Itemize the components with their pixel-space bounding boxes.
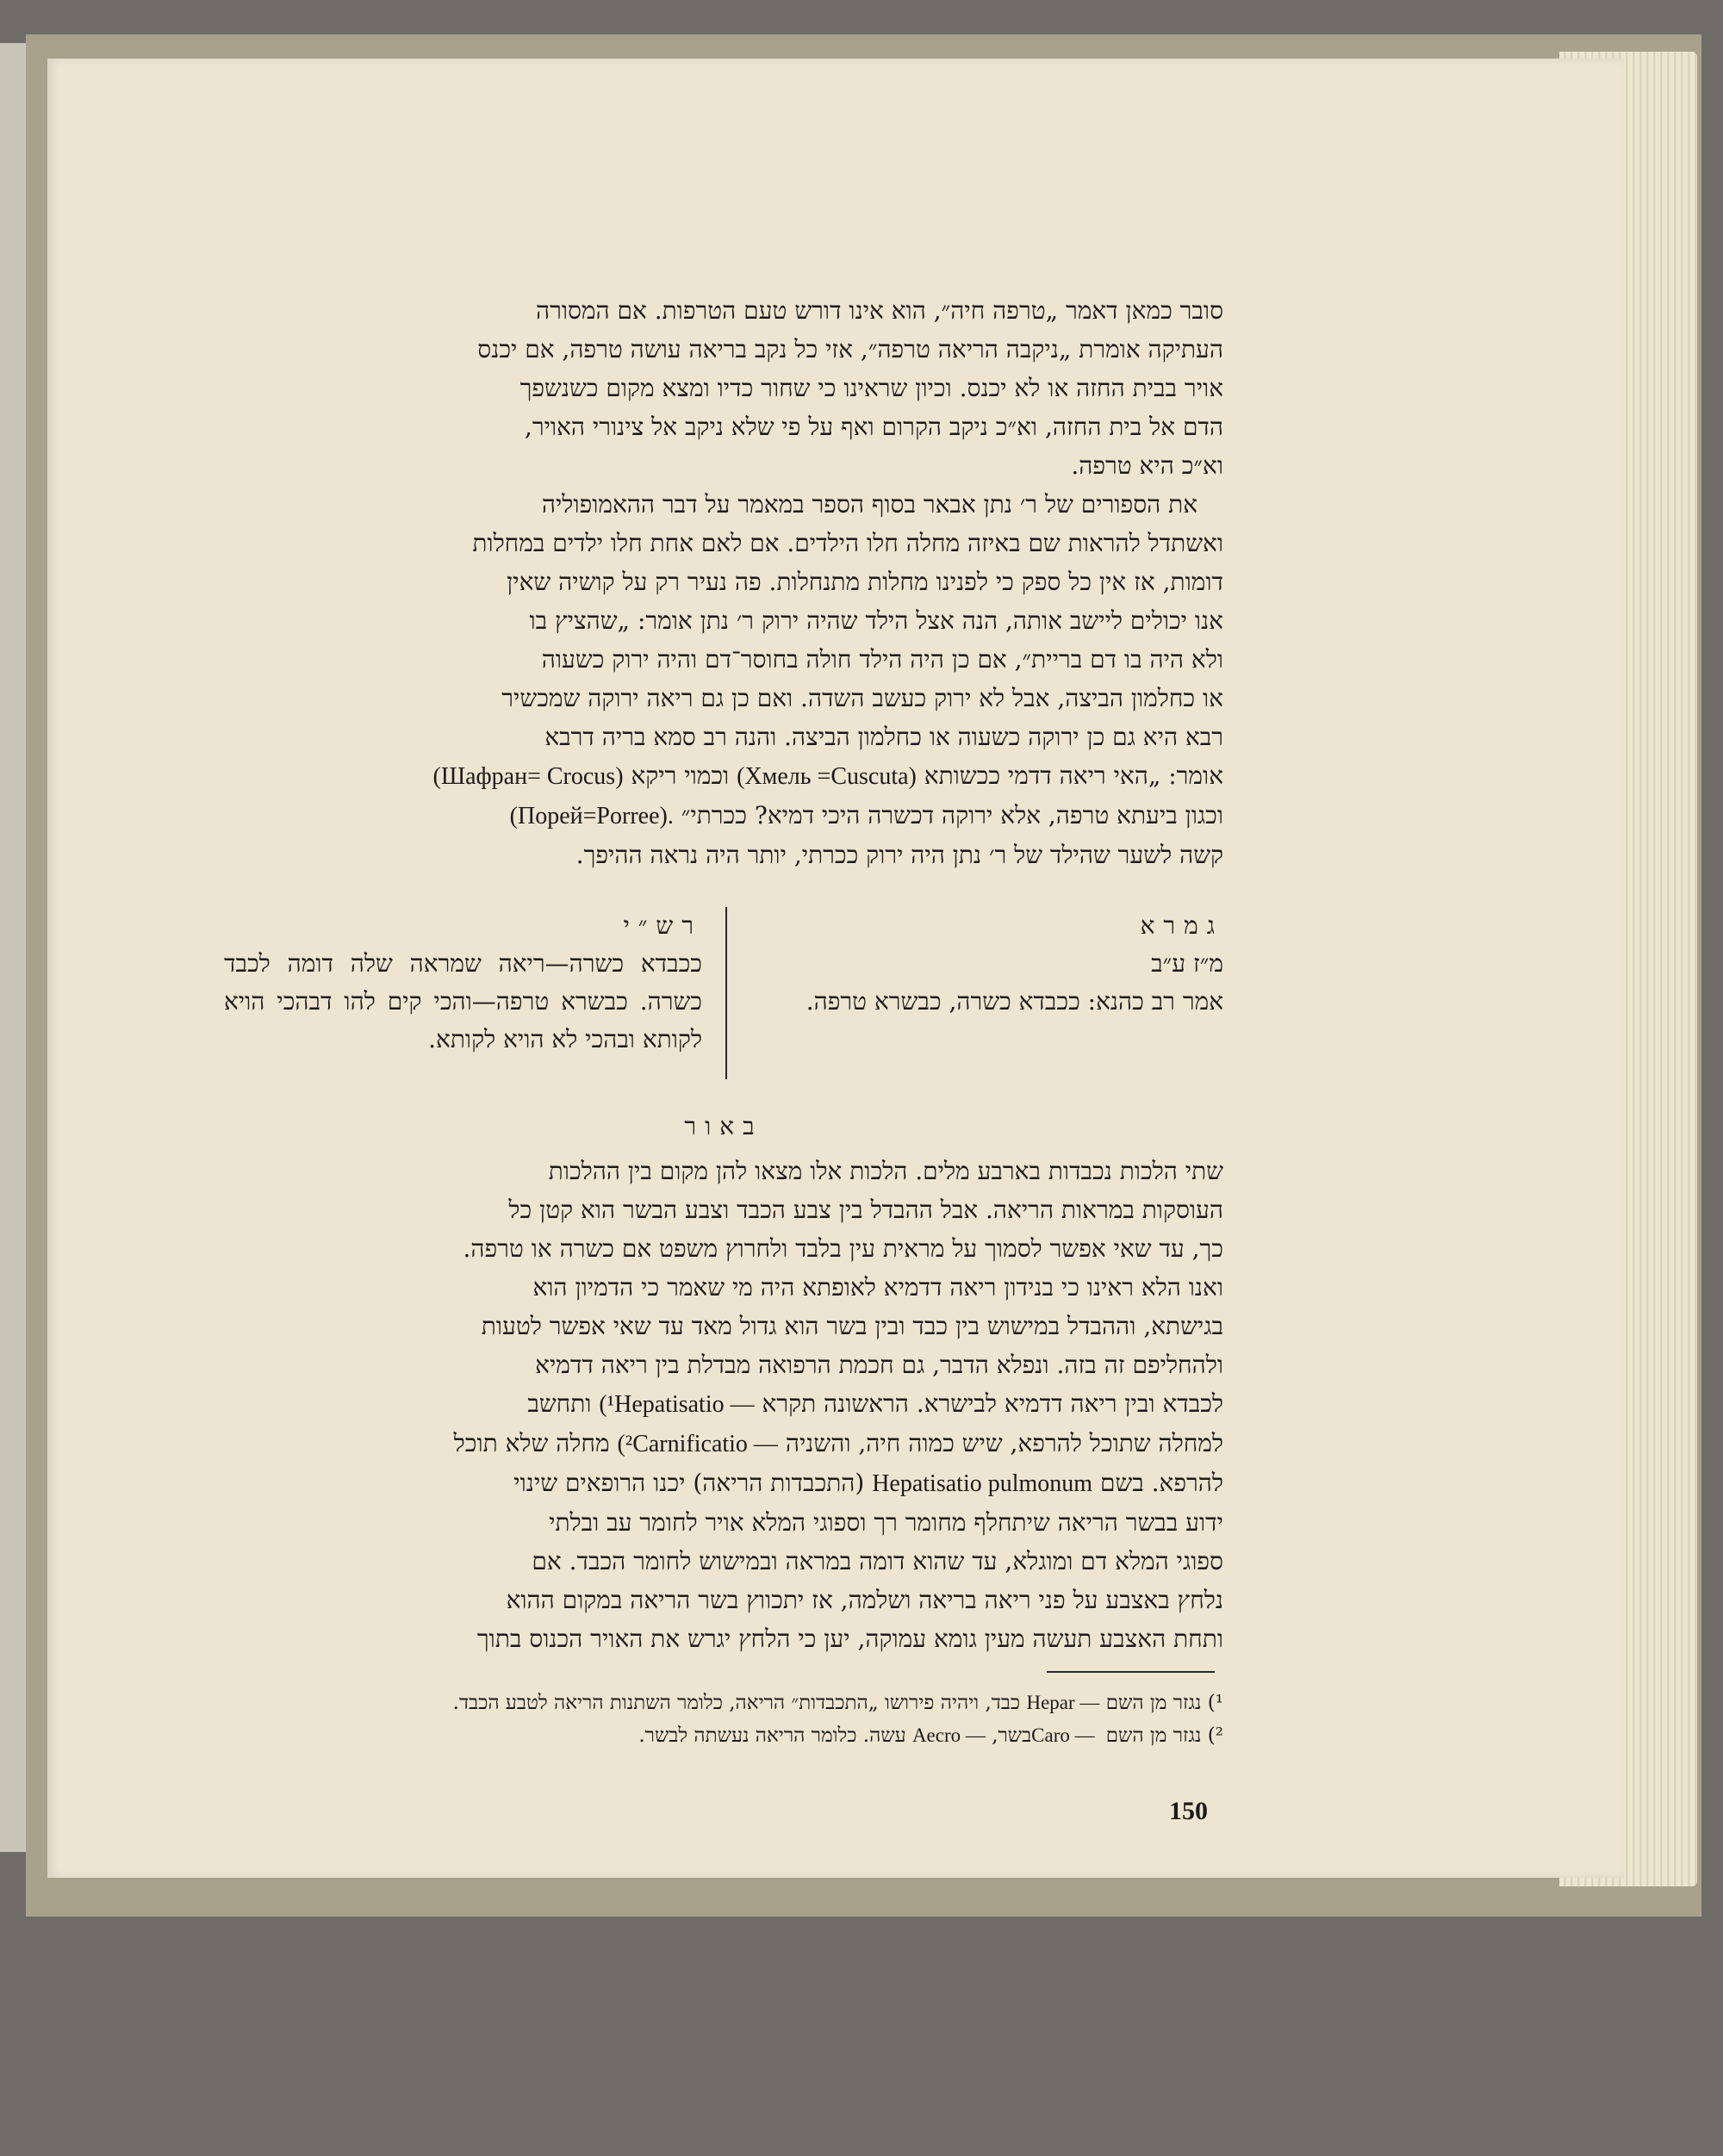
- latin-term: Caro —: [1031, 1724, 1100, 1746]
- text-line: רבא היא גם כן ירוקה כשעוה או כחלמון הביצה. והנה רב סמא בריה דרבא: [544, 723, 1223, 751]
- gemara-title: גמרא: [1140, 911, 1223, 940]
- text-span: להרפא. בשם: [1099, 1469, 1223, 1497]
- text-line: סובר כמאן דאמר „טרפה חיה״, הוא אינו דורש טעם הטרפות. אם המסורה: [535, 296, 1223, 325]
- latin-term: (¹Hepatisatio —: [599, 1391, 755, 1418]
- gemara-column: [745, 907, 1223, 1021]
- page-content: [224, 291, 1223, 1658]
- text-span: (התכבדות הריאה) יכנו הרופאים שינוי: [513, 1469, 865, 1497]
- text-line: [224, 756, 1223, 796]
- text-span: ¹) נגזר מן השם: [1105, 1692, 1223, 1714]
- gemara-text: אמר רב כהנא: ככבדא כשרה, כבשרא טרפה.: [806, 987, 1223, 1016]
- text-line: ואנו הלא ראינו כי בנידון ריאה דדמיא לאופתא היה מי שאמר כי הדמיון הוא: [532, 1273, 1223, 1302]
- text-span: וכמוי ריקא: [631, 761, 730, 790]
- text-line: בגישתא, וההבדל במישוש בין כבד ובין בשר הוא גדול מאד עד שאי אפשר לטעות: [481, 1312, 1223, 1340]
- text-line: [224, 1463, 1223, 1503]
- text-span: בשר,: [992, 1724, 1032, 1747]
- text-line: [224, 1424, 1223, 1463]
- footnote-2: [224, 1719, 1223, 1752]
- latin-term: (Порей=Porree).: [509, 803, 674, 829]
- text-line: אויר בבית החזה או לא יכנס. וכיון שראינו כי שחור כדיו ומצא מקום כשנשפך: [519, 374, 1223, 402]
- text-line: או כחלמון הביצה, אבל לא ירוק כעשב השדה. ואם כן גם ריאה ירוקה שמכשיר: [501, 684, 1223, 712]
- rashi-title: רש״י: [623, 911, 702, 940]
- text-line: ותחת האצבע תעשה מעין גומא עמוקה, יען כי הלחץ יגרש את האויר הכנוס בתוך: [476, 1625, 1223, 1653]
- text-span: מחלה שלא תוכל: [453, 1429, 610, 1457]
- latin-term: (²Carnificatio —: [617, 1431, 778, 1457]
- text-line: [224, 796, 1223, 836]
- footnote-rule: [1047, 1671, 1215, 1673]
- text-line: הדם אל בית החזה, וא״כ ניקב הקרום ואף על פי שלא ניקב אל צינורי האויר,: [524, 413, 1223, 441]
- text-line: ואשתדל להראות שם באיזה מחלה חלו הילדים. אם לאם אחת חלו ילדים במחלות: [472, 529, 1223, 557]
- text-line: את הספורים של ר׳ נתן אבאר בסוף הספר במאמר על דבר ההאמופוליה: [541, 490, 1197, 519]
- biur-paragraph: [224, 1152, 1223, 1658]
- text-line: נלחץ באצבע על פני ריאה בריאה ושלמה, אז יתכווץ בשר הריאה במקום ההוא: [506, 1586, 1223, 1614]
- text-span: למחלה שתוכל להרפא, שיש כמוה חיה, והשניה: [785, 1429, 1223, 1457]
- page-number: 150: [1169, 1797, 1208, 1825]
- column-divider: [725, 907, 727, 1079]
- text-line: וא״כ היא טרפה.: [1071, 451, 1223, 480]
- two-column-section: [224, 907, 1223, 1097]
- intro-paragraph-1: [224, 291, 1223, 485]
- text-line: העוסקות במראות הריאה. אבל ההבדל בין צבע הכבד וצבע הבשר הוא קטן כל: [508, 1196, 1223, 1224]
- text-span: כבד, ויהיה פירושו „התכבדות״ הריאה, כלומר השתנות הריאה לטבע הכבד.: [452, 1692, 1021, 1714]
- text-span: וכגון ביעתא טרפה, אלא ירוקה דכשרה היכי דמיא? ככרתי״: [681, 801, 1223, 829]
- text-line: ולא היה בו דם בריית״, אם כן היה הילד חולה בחוסר־דם והיה ירוק כשעוה: [541, 645, 1223, 674]
- text-line: שתי הלכות נכבדות בארבע מלים. הלכות אלו מצאו להן מקום בין ההלכות: [548, 1157, 1223, 1185]
- text-line: ספוגי המלא דם ומוגלא, עד שהוא דומה במראה ובמישוש לחומר הכבד. אם: [532, 1547, 1223, 1575]
- intro-paragraph-2: [224, 485, 1223, 874]
- text-line: כך, עד שאי אפשר לסמוך על מראית עין בלבד ולחרוץ משפט אם כשרה או טרפה.: [463, 1234, 1223, 1263]
- text-line: העתיקה אומרת „ניקבה הריאה טרפה״, אזי כל נקב בריאה עושה טרפה, אם יכנס: [477, 335, 1223, 363]
- latin-term: (Шафран= Crocus): [432, 763, 624, 790]
- text-span: עשה. כלומר הריאה נעשתה לבשר.: [638, 1724, 906, 1747]
- latin-term: Hepar —: [1026, 1692, 1100, 1713]
- text-span: ותחשב: [527, 1389, 592, 1418]
- text-span: לכבדא ובין ריאה דדמיא לבישרא. הראשונה תקרא: [762, 1389, 1223, 1418]
- latin-term: Aecro —: [911, 1724, 986, 1746]
- text-line: ידוע בבשר הריאה שיתחלף מחומר רך וספוגי המלא אויר לחומר עב ובלתי: [549, 1508, 1223, 1537]
- latin-term: Hepatisatio pulmonum: [872, 1470, 1093, 1497]
- text-line: ולהחליפם זה בזה. ונפלא הדבר, גם חכמת הרפואה מבדלת בין ריאה דדמיא: [535, 1351, 1223, 1379]
- rashi-column: [224, 907, 702, 1059]
- gemara-reference: מ״ז ע״ב: [1151, 949, 1223, 978]
- text-line: קשה לשער שהילד של ר׳ נתן היה ירוק ככרתי, יותר היה נראה ההיפך.: [575, 841, 1223, 869]
- text-line: דומות, אז אין כל ספק כי לפנינו מחלות מתנחלות. פה נעיר רק על קושיה שאין: [507, 568, 1223, 596]
- biur-title: באור: [684, 1112, 763, 1140]
- text-line: אנו יכולים ליישב אותה, הנה אצל הילד שהיה ירוק ר׳ נתן אומר: „שהציץ בו: [529, 606, 1223, 635]
- text-span: ²) נגזר מן השם: [1105, 1724, 1223, 1747]
- text-line: [224, 1384, 1223, 1424]
- footnotes: [224, 1687, 1223, 1752]
- rashi-text: ככבדא כשרה—ריאה שמראה שלה דומה לכבד כשרה. כבשרא טרפה—והכי קים להו דבהכי הויא לקותא ובהכי לא הויא לקותא.: [224, 949, 702, 1053]
- text-span: אומר: „האי ריאה דדמי ככשותא: [924, 761, 1223, 790]
- latin-term: (Хмель =Cuscuta): [737, 763, 917, 790]
- book-page: [47, 59, 1624, 1878]
- footnote-1: [224, 1687, 1223, 1719]
